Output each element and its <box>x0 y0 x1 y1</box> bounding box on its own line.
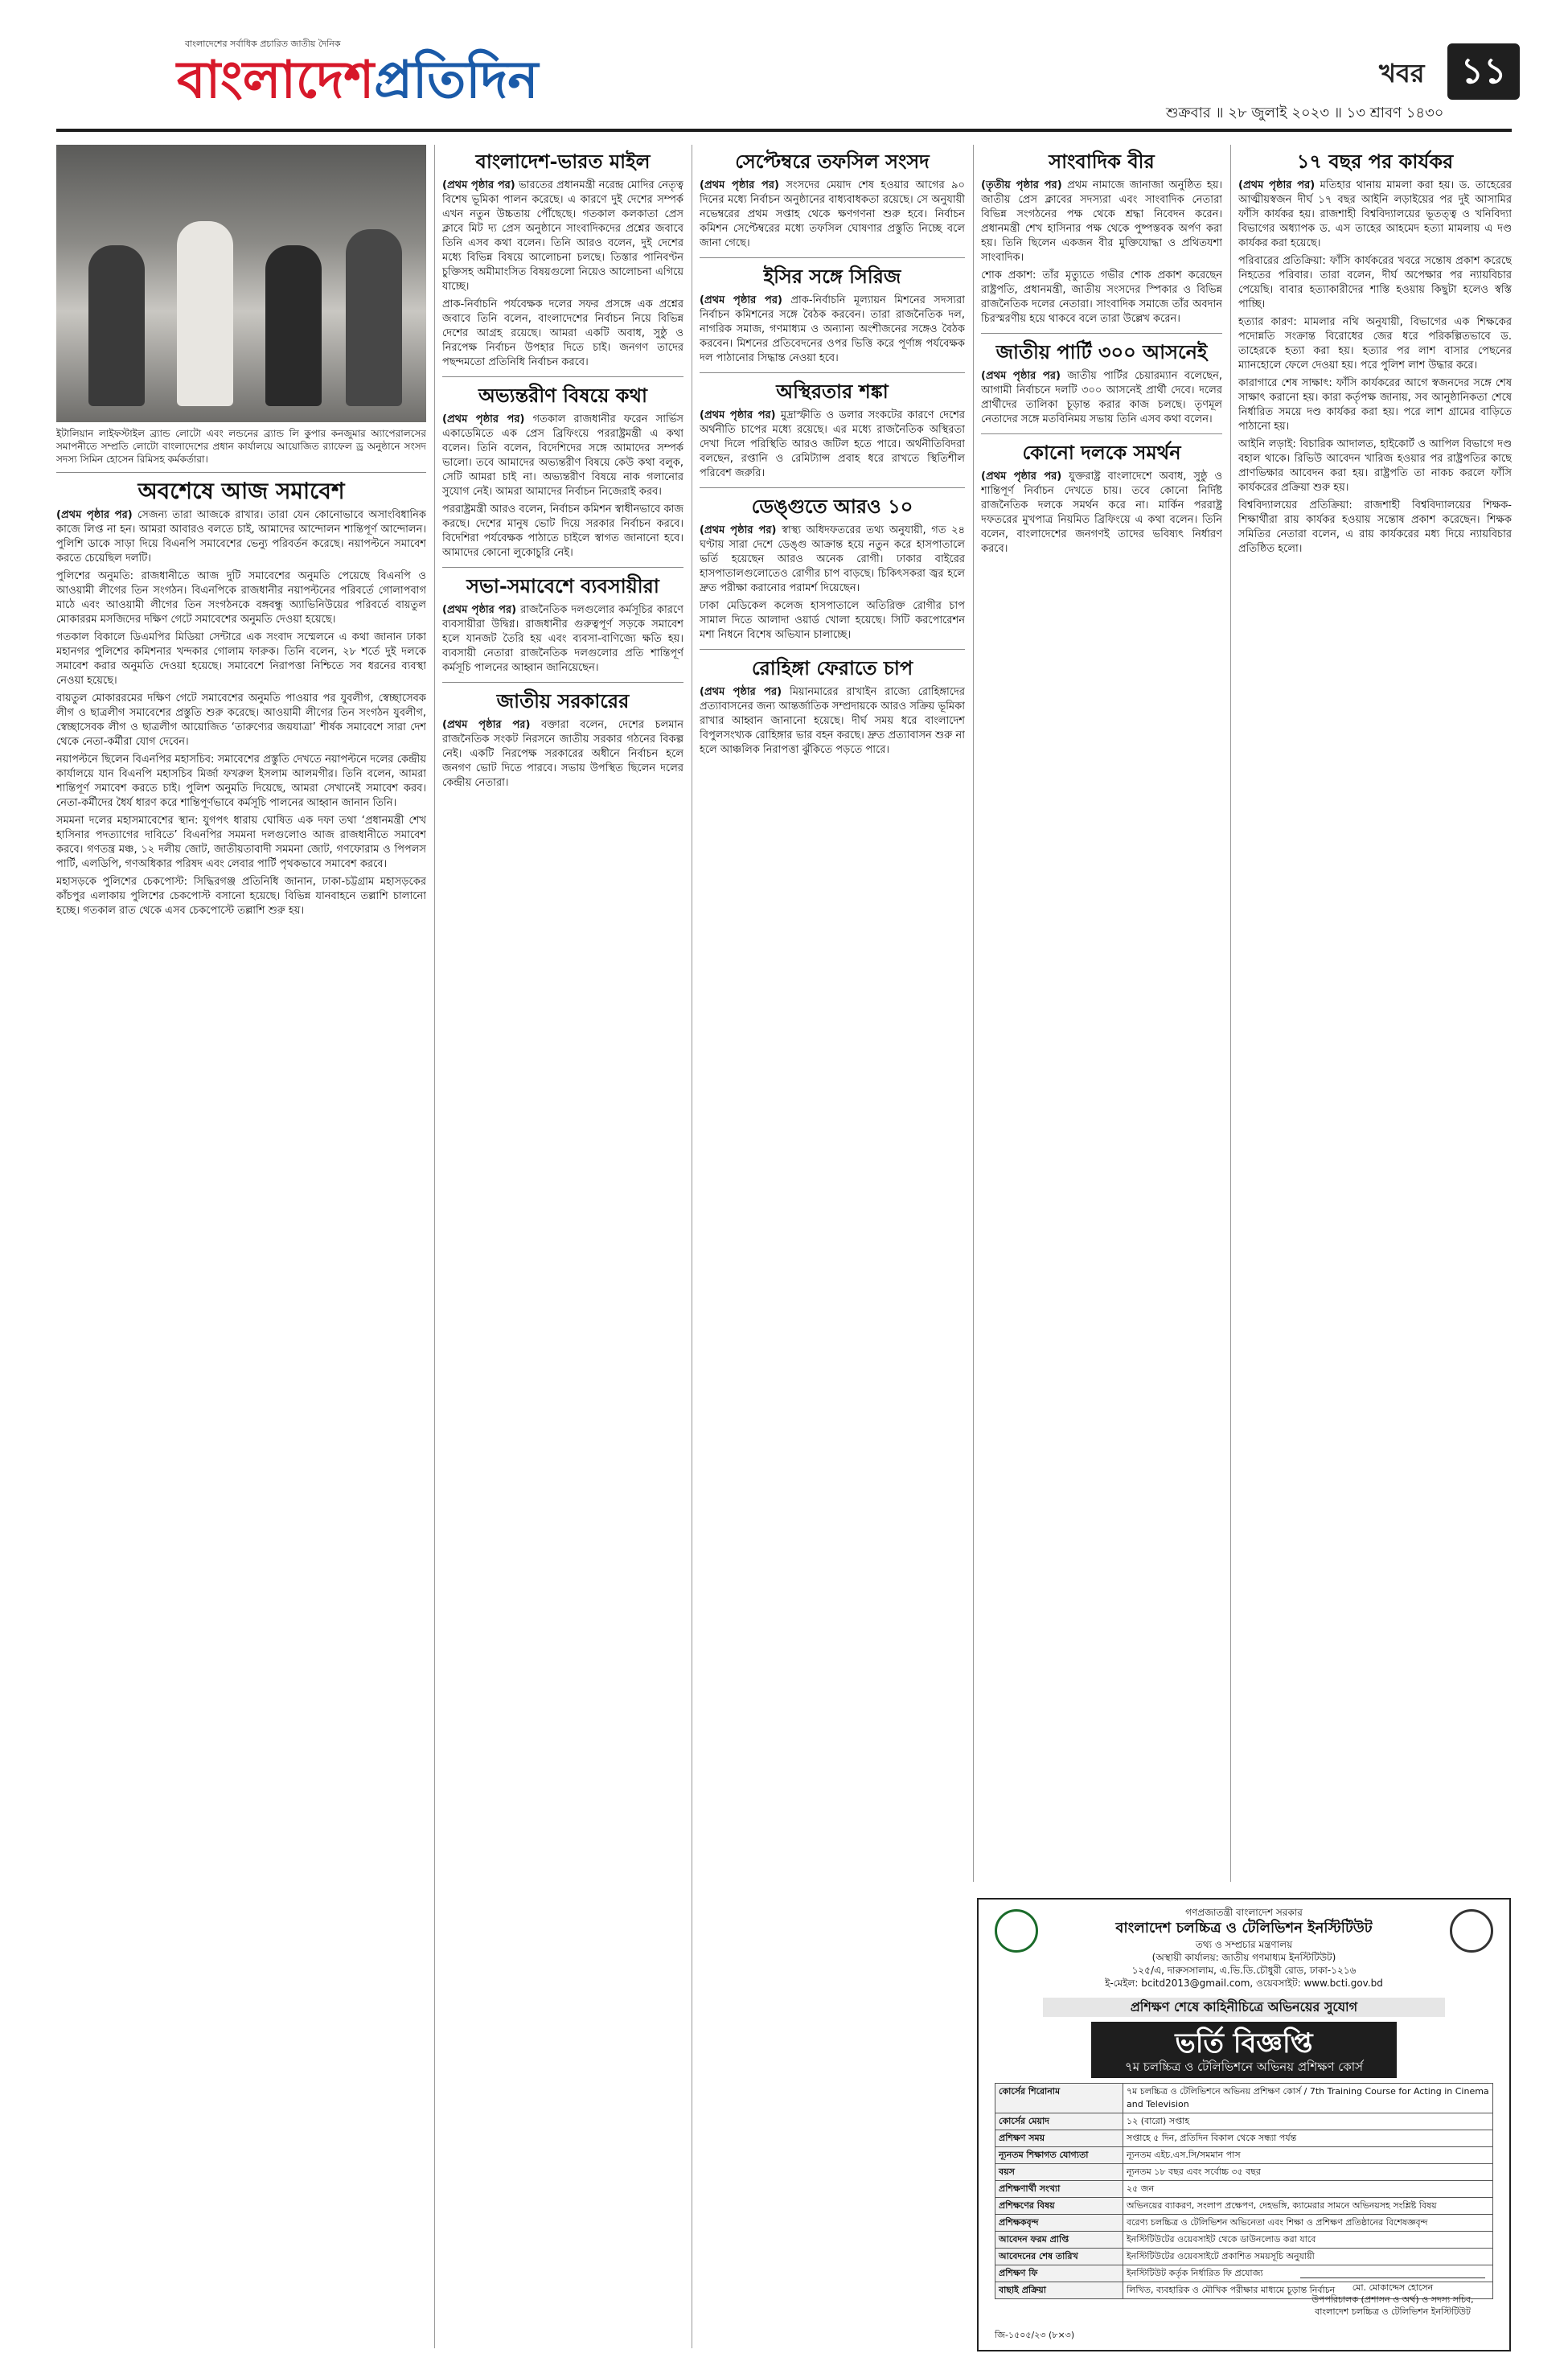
continuation-label: (প্রথম পৃষ্ঠার পর) <box>700 179 779 191</box>
ad-row-label: প্রশিক্ষণ ফি <box>995 2265 1123 2282</box>
photo-figure <box>265 245 322 406</box>
article-paragraph: মহাসড়কে পুলিশের চেকপোস্ট: সিদ্ধিরগঞ্জ প্রতিনিধি জানান, ঢাকা-চট্টগ্রাম মহাসড়কের কাঁচপুর এলাকায় পুলিশের চেকপোস্ট বসানো হয়েছে। বিভিন্ন যানবাহনে তল্লাশি চালানো হচ্ছে। গতকাল রাত থেকে এসব চেকপোস্টে তল্লাশি শুরু হয়। <box>56 876 426 917</box>
article-paragraph <box>700 409 965 481</box>
ad-row-value: ইনস্টিটিউটের ওয়েবসাইট থেকে ডাউনলোড করা যাবে <box>1123 2232 1493 2249</box>
continuation-label: (প্রথম পৃষ্ঠার পর) <box>442 413 525 425</box>
ad-address: ১২৫/এ, দারুসসালাম, এ.ভি.ডি.চৌধুরী রোড, ঢাকা-১২১৬ <box>1131 1965 1357 1976</box>
paragraph-text: সংসদের মেয়াদ শেষ হওয়ার আগের ৯০ দিনের মধ্যে নির্বাচন অনুষ্ঠানের বাধ্যবাধকতা রয়েছে। সে অনুযায়ী নভেম্বরের প্রথম সপ্তাহ থেকে ক্ষণগণনা শুরু হবে। নির্বাচন কমিশন সেপ্টেম্বরের মধ্যে তফসিল ঘোষণার প্রস্তুতি নিচ্ছে বলে জানা গেছে। <box>700 179 965 249</box>
paragraph-text: যুক্তরাষ্ট্র বাংলাদেশে অবাধ, সুষ্ঠু ও শান্তিপূর্ণ নির্বাচন দেখতে চায়। তবে কোনো নির্দিষ্ট রাজনৈতিক দলকে সমর্থন করে না। মার্কিন পররাষ্ট্র দফতরের মুখপাত্র নিয়মিত ব্রিফিংয়ে এ কথা বলেন। তিনি বলেন, বাংলাদেশের জনগণই তাদের ভবিষ্যৎ নির্ধারণ করবে। <box>981 470 1222 555</box>
column-4 <box>981 145 1222 1882</box>
ad-row-value: লিখিত, ব্যবহারিক ও মৌখিক পরীক্ষার মাধ্যমে চূড়ান্ত নির্বাচন <box>1123 2282 1493 2299</box>
paragraph-text: প্রাক-নির্বাচনি মূল্যায়ন মিশনের সদস্যরা নির্বাচন কমিশনের সঙ্গে বৈঠক করবেন। তারা রাজনৈতিক দল, নাগরিক সমাজ, গণমাধ্যম ও অন্যান্য অংশীজনের সঙ্গেও বৈঠক করবেন। মিশনের প্রতিবেদনের ওপর ভিত্তি করে পূর্ণাঙ্গ পর্যবেক্ষক দল পাঠানোর সিদ্ধান্ত নেওয়া হবে। <box>700 294 965 364</box>
divider <box>442 682 683 683</box>
paragraph-text: রাজনৈতিক দলগুলোর কর্মসূচির কারণে ব্যবসায়ীরা উদ্বিগ্ন। রাজধানীর গুরুত্বপূর্ণ সড়কে সমাবেশ হলে যানজট তৈরি হয় এবং ব্যবসা-বাণিজ্যে ক্ষতি হয়। ব্যবসায়ী নেতারা রাজনৈতিক দলগুলোর প্রতি শান্তিপূর্ণ কর্মসূচি পালনের আহ্বান জানিয়েছেন। <box>442 604 683 674</box>
paragraph-text: সেজন্য তারা আজকে রাখার। তারা যেন কোনোভাবে অসাংবিধানিক কাজে লিপ্ত না হন। আমরা আবারও বলতে চাই, আমাদের আন্দোলন শান্তিপূর্ণ আন্দোলন। পুলিশি ডাকে সাড়া দিয়ে বিএনপি সমাবেশের ভেন্যু পরিবর্তন করেছে। নয়াপল্টনে সমাবেশ করতে চেয়েছিল দলটি। <box>56 509 426 565</box>
ad-row-value: বরেণ্য চলচ্চিত্র ও টেলিভিশন অভিনেতা এবং শিক্ষা ও প্রশিক্ষণ প্রতিষ্ঠানের বিশেষজ্ঞবৃন্দ <box>1123 2215 1493 2232</box>
article-paragraph <box>981 470 1222 557</box>
article-paragraph: প্রাক-নির্বাচনি পর্যবেক্ষক দলের সফর প্রসঙ্গে এক প্রশ্নের জবাবে তিনি বলেন, বাংলাদেশের নির্বাচন নিয়ে বিভিন্ন দেশের আগ্রহ রয়েছে। আমরা একটি অবাধ, সুষ্ঠু ও নিরপেক্ষ নির্বাচন উপহার দিতে চাই। জনগণ তাদের পছন্দমতো প্রতিনিধি নির্বাচন করবে। <box>442 298 683 368</box>
article-headline[interactable]: জাতীয় পার্টি ৩০০ আসনেই <box>995 340 1208 363</box>
ad-banner <box>1091 2022 1397 2078</box>
article-headline[interactable]: ডেঙ্গুতে আরও ১০ <box>751 495 913 518</box>
divider <box>981 433 1222 434</box>
continuation-label: (প্রথম পৃষ্ঠার পর) <box>56 509 133 521</box>
ad-contact: ই-মেইল: bcitd2013@gmail.com, ওয়েবসাইট: www.bcti.gov.bd <box>1105 1978 1383 1989</box>
article-paragraph <box>700 179 965 251</box>
ad-row-label: প্রশিক্ষণ সময় <box>995 2130 1123 2147</box>
article-headline[interactable]: অস্থিরতার শঙ্কা <box>776 380 889 403</box>
divider <box>981 333 1222 334</box>
continuation-label: (প্রথম পৃষ্ঠার পর) <box>442 719 531 731</box>
ad-row-value: অভিনয়ের ব্যাকরণ, সংলাপ প্রক্ষেপণ, দেহভঙ্গি, ক্যামেরার সামনে অভিনয়সহ সংশ্লিষ্ট বিষয় <box>1123 2198 1493 2215</box>
article-paragraph: গতকাল বিকালে ডিএমপির মিডিয়া সেন্টারে এক সংবাদ সম্মেলনে এ কথা জানান ঢাকা মহানগর পুলিশের কমিশনার খন্দকার গোলাম ফারুক। তিনি বলেন, ২৮ শর্তে দুই দলকে সমাবেশ করার অনুমতি দেওয়া হয়েছে। সমাবেশে নিরাপত্তা নিশ্চিতে সব ধরনের ব্যবস্থা নেওয়া হয়েছে। <box>56 631 426 687</box>
article-headline[interactable]: অবশেষে আজ সমাবেশ <box>138 478 345 504</box>
ad-row-label: কোর্সের মেয়াদ <box>995 2113 1123 2130</box>
ad-row-label: আবেদনের শেষ তারিখ <box>995 2249 1123 2265</box>
paragraph-text: গতকাল রাজধানীর ফরেন সার্ভিস একাডেমিতে এক প্রেস ব্রিফিংয়ে পররাষ্ট্রমন্ত্রী এ কথা বলেন। তিনি বলেন, বিদেশিদের সঙ্গে আমাদের সম্পর্ক ভালো। তবে আমাদের অভ্যন্তরীণ বিষয়ে কেউ কথা বলুক, সেটি আমরা চাই না। অভ্যন্তরীণ বিষয়ে নাক গলানোর সুযোগ নেই। আমরা আমাদের নির্বাচন নিজেরাই করব। <box>442 413 683 498</box>
logo-part-1: বাংলাদেশ <box>177 50 375 110</box>
ad-row-label: প্রশিক্ষণার্থী সংখ্যা <box>995 2181 1123 2198</box>
column-rule <box>434 145 435 2348</box>
newspaper-logo[interactable] <box>177 48 538 113</box>
ad-row-value: ইনস্টিটিউটের ওয়েবসাইটে প্রকাশিত সময়সূচি অনুযায়ী <box>1123 2249 1493 2265</box>
article-paragraph: ঢাকা মেডিকেল কলেজ হাসপাতালে অতিরিক্ত রোগীর চাপ সামাল দিতে আলাদা ওয়ার্ড খোলা হয়েছে। সিটি করপোরেশন মশা নিধনে বিশেষ অভিযান চালাচ্ছে। <box>700 600 965 641</box>
continuation-label: (প্রথম পৃষ্ঠার পর) <box>700 294 782 306</box>
column-3 <box>700 145 965 2348</box>
masthead-rule <box>56 129 1512 132</box>
ad-row-label: প্রশিক্ষকবৃন্দ <box>995 2215 1123 2232</box>
photo-figure <box>88 245 145 406</box>
column-rule <box>1230 145 1231 1882</box>
paragraph-text: বক্তারা বলেন, দেশের চলমান রাজনৈতিক সংকট নিরসনে জাতীয় সরকার গঠনের বিকল্প নেই। একটি নিরপেক্ষ সরকারের অধীনে নির্বাচন হলে জনগণ ভোট দিতে পারবে। সভায় উপস্থিত ছিলেন দলের কেন্দ্রীয় নেতারা। <box>442 719 683 789</box>
article-headline[interactable]: সেপ্টেম্বরে তফসিল সংসদ <box>735 150 930 173</box>
article-paragraph: পররাষ্ট্রমন্ত্রী আরও বলেন, নির্বাচন কমিশন স্বাধীনভাবে কাজ করছে। দেশের মানুষ ভোট দিয়ে সরকার নির্বাচন করবে। বিদেশিরা পর্যবেক্ষক পাঠাতে চাইলে স্বাগত জানানো হবে। আমাদের কোনো লুকোচুরি নেই। <box>442 503 683 559</box>
ad-row-value: ন্যূনতম এইচ.এস.সি/সমমান পাস <box>1123 2147 1493 2164</box>
continuation-label: (প্রথম পৃষ্ঠার পর) <box>700 409 776 421</box>
ad-table-row <box>995 2198 1493 2215</box>
ad-table-row <box>995 2232 1493 2249</box>
divider <box>700 649 965 650</box>
paragraph-text: জাতীয় পার্টির চেয়ারম্যান বলেছেন, আগামী নির্বাচনে দলটি ৩০০ আসনেই প্রার্থী দেবে। দলের প্রার্থীদের তালিকা চূড়ান্ত করার কাজ চলছে। তৃণমূল নেতাদের সঙ্গে মতবিনিময় সভায় তিনি এসব কথা বলেন। <box>981 370 1222 425</box>
article-headline[interactable]: ১৭ বছর পর কার্যকর <box>1296 150 1454 173</box>
signatory-name: মো. মোকাদ্দেস হোসেন <box>1352 2282 1434 2293</box>
ad-highlight-strip: প্রশিক্ষণ শেষে কাহিনীচিত্রে অভিনয়ের সুযোগ <box>1043 1998 1445 2017</box>
masthead-tagline: বাংলাদেশের সর্বাধিক প্রচারিত জাতীয় দৈনিক <box>185 39 341 49</box>
ad-row-label: ন্যূনতম শিক্ষাগত যোগ্যতা <box>995 2147 1123 2164</box>
paragraph-text: স্বাস্থ্য অধিদফতরের তথ্য অনুযায়ী, গত ২৪ ঘণ্টায় সারা দেশে ডেঙ্গু আক্রান্ত হয়ে নতুন করে হাসপাতালে ভর্তি হয়েছেন আরও অনেক রোগী। ঢাকার বাইরের হাসপাতালগুলোতেও রোগীর চাপ বাড়ছে। চিকিৎসকরা জ্বর হলে দ্রুত পরীক্ষা করানোর পরামর্শ দিয়েছেন। <box>700 524 965 594</box>
ad-row-value: ৭ম চলচ্চিত্র ও টেলিভিশনে অভিনয় প্রশিক্ষণ কোর্স / 7th Training Course for Acting in Cinema and Television <box>1123 2084 1493 2113</box>
continuation-label: (প্রথম পৃষ্ঠার পর) <box>981 470 1062 483</box>
ad-table-row <box>995 2147 1493 2164</box>
ad-row-label: কোর্সের শিরোনাম <box>995 2084 1123 2113</box>
admission-advertisement <box>977 1898 1511 2351</box>
ad-row-value: ন্যূনতম ১৮ বছর এবং সর্বোচ্চ ৩৫ বছর <box>1123 2164 1493 2181</box>
paragraph-text: মতিহার থানায় মামলা করা হয়। ড. তাহেরের আত্মীয়স্বজন দীর্ঘ ১৭ বছর আইনি লড়াইয়ের পর দুই আসামির ফাঁসি কার্যকর হয়। রাজশাহী বিশ্ববিদ্যালয়ের ভূতত্ত্ব ও খনিবিদ্যা বিভাগের অধ্যাপক ড. এস তাহের আহমেদ হত্যা মামলায় এ দণ্ড কার্যকর করা হয়েছে। <box>1238 179 1512 249</box>
article-paragraph: বায়তুল মোকাররমের দক্ষিণ গেটে সমাবেশের অনুমতি পাওয়ার পর যুবলীগ, স্বেচ্ছাসেবক লীগ ও ছাত্রলীগ সমাবেশের প্রস্তুতি শুরু করেছে। আওয়ামী লীগের তিন সংগঠন যুবলীগ, স্বেচ্ছাসেবক লীগ ও ছাত্রলীগ আয়োজিত ‘তারুণ্যের জয়যাত্রা’ শীর্ষক সমাবেশে সারা দেশ থেকে নেতা-কর্মীরা যোগ দেবেন। <box>56 692 426 748</box>
article-headline[interactable]: বাংলাদেশ-ভারত মাইল <box>475 150 651 173</box>
divider <box>700 372 965 373</box>
divider <box>442 376 683 377</box>
ad-banner-subtitle: ৭ম চলচ্চিত্র ও টেলিভিশনে অভিনয় প্রশিক্ষণ কোর্স <box>1124 2060 1364 2074</box>
paragraph-text: মুদ্রাস্ফীতি ও ডলার সংকটের কারণে দেশের অর্থনীতি চাপের মধ্যে রয়েছে। এর মধ্যে রাজনৈতিক অস্থিরতা দেখা দিলে পরিস্থিতি আরও জটিল হতে পারে। অর্থনীতিবিদরা বলছেন, রপ্তানি ও রেমিট্যান্স প্রবাহ ধরে রাখতে স্থিতিশীল পরিবেশ জরুরি। <box>700 409 965 479</box>
column-5 <box>1238 145 1512 1882</box>
ad-row-label: আবেদন ফরম প্রাপ্তি <box>995 2232 1123 2249</box>
article-paragraph <box>700 685 965 758</box>
article-paragraph: শোক প্রকাশ: তাঁর মৃত্যুতে গভীর শোক প্রকাশ করেছেন রাষ্ট্রপতি, প্রধানমন্ত্রী, জাতীয় সংসদের স্পিকার ও বিভিন্ন রাজনৈতিক দলের নেতারা। সাংবাদিক সমাজে তাঁর অবদান চিরস্মরণীয় হয়ে থাকবে বলে তারা উল্লেখ করেন। <box>981 269 1222 325</box>
ad-row-label: বয়স <box>995 2164 1123 2181</box>
article-paragraph <box>700 524 965 596</box>
page-number-badge: ১১ <box>1447 43 1520 100</box>
divider <box>442 567 683 568</box>
ad-temp-office: (অস্থায়ী কার্যালয়: জাতীয় গণমাধ্যম ইনস্টিটিউট) <box>1151 1952 1336 1963</box>
article-paragraph <box>981 179 1222 265</box>
ad-table-row <box>995 2113 1493 2130</box>
continuation-label: (প্রথম পৃষ্ঠার পর) <box>442 604 517 616</box>
article-headline[interactable]: অভ্যন্তরীণ বিষয়ে কথা <box>478 384 647 407</box>
logo-part-2: প্রতিদিন <box>374 50 539 110</box>
section-label: খবর <box>1379 58 1425 88</box>
continuation-label: (প্রথম পৃষ্ঠার পর) <box>1238 179 1316 191</box>
article-paragraph: পরিবারের প্রতিক্রিয়া: ফাঁসি কার্যকরের খবরে সন্তোষ প্রকাশ করেছে নিহতের পরিবার। তারা বলেন, দীর্ঘ অপেক্ষার পর ন্যায়বিচার পেয়েছি। বাবার হত্যাকারীদের শাস্তি হওয়ায় কিছুটা হলেও স্বস্তি পাচ্ছি। <box>1238 255 1512 310</box>
article-paragraph: আইনি লড়াই: বিচারিক আদালত, হাইকোর্ট ও আপিল বিভাগে দণ্ড বহাল থাকে। রিভিউ আবেদন খারিজ হওয়ার পর রাষ্ট্রপতির কাছে প্রাণভিক্ষার আবেদন করা হয়। রাষ্ট্রপতি তা নাকচ করলে ফাঁসি কার্যকরের প্রক্রিয়া শুরু হয়। <box>1238 438 1512 494</box>
signatory-title: উপপরিচালক (প্রশাসন ও অর্থ) ও সদস্য সচিব, বাংলাদেশ চলচ্চিত্র ও টেলিভিশন ইনস্টিটিউট <box>1311 2294 1474 2317</box>
article-headline[interactable]: সভা-সমাবেশে ব্যবসায়ীরা <box>466 574 659 598</box>
article-headline[interactable]: জাতীয় সরকারের <box>496 689 630 713</box>
article-paragraph: বিশ্ববিদ্যালয়ের প্রতিক্রিয়া: রাজশাহী বিশ্ববিদ্যালয়ের শিক্ষক-শিক্ষার্থীরা রায় কার্যকর হওয়ায় সন্তোষ প্রকাশ করেছেন। শিক্ষক সমিতির নেতারা বলেন, এ রায় কার্যকরের মধ্য দিয়ে ন্যায়বিচার প্রতিষ্ঠিত হলো। <box>1238 499 1512 555</box>
article-paragraph: পুলিশের অনুমতি: রাজধানীতে আজ দুটি সমাবেশের অনুমতি পেয়েছে বিএনপি ও আওয়ামী লীগের তিন সংগঠন। বিএনপিকে রাজধানীর নয়াপল্টনের পরিবর্তে গোলাপবাগ মাঠে এবং আওয়ামী লীগের তিন সংগঠনকে বঙ্গবন্ধু অ্যাভিনিউয়ের পরিবর্তে বায়তুল মোকাররম মসজিদের দক্ষিণ গেটে সমাবেশের অনুমতি দেওয়া হয়েছে। <box>56 570 426 626</box>
ad-row-label: প্রশিক্ষণের বিষয় <box>995 2198 1123 2215</box>
continuation-label: (প্রথম পৃষ্ঠার পর) <box>700 524 777 536</box>
column-rule <box>973 145 974 1882</box>
divider <box>700 257 965 258</box>
ad-row-value: ১২ (বারো) সপ্তাহ <box>1123 2113 1493 2130</box>
ad-row-value: সপ্তাহে ৫ দিন, প্রতিদিন বিকাল থেকে সন্ধ্যা পর্যন্ত <box>1123 2130 1493 2147</box>
article-paragraph <box>981 369 1222 427</box>
article-headline[interactable]: রোহিঙ্গা ফেরাতে চাপ <box>751 656 913 680</box>
masthead <box>56 32 1512 129</box>
paragraph-text: প্রথম নামাজে জানাজা অনুষ্ঠিত হয়। জাতীয় প্রেস ক্লাবের সদস্যরা এবং সাংবাদিক নেতারা বিভিন্ন সংগঠনের পক্ষ থেকে শ্রদ্ধা নিবেদন করেন। প্রধানমন্ত্রী শেখ হাসিনার পক্ষ থেকে পুষ্পস্তবক অর্পণ করা হয়। তিনি ছিলেন একজন বীর মুক্তিযোদ্ধা ও প্রথিতযশা সাংবাদিক। <box>981 179 1222 264</box>
article-paragraph <box>700 294 965 366</box>
ad-header <box>979 1900 1509 1993</box>
ad-reference-code: জি-১৫০৫/২৩ (৮×৩) <box>995 2330 1075 2340</box>
column-2 <box>442 145 683 2348</box>
article-paragraph <box>442 179 683 294</box>
ad-table-row <box>995 2164 1493 2181</box>
article-headline[interactable]: সাংবাদিক বীর <box>1049 150 1155 173</box>
ad-table-row <box>995 2084 1493 2113</box>
photo-figure <box>177 221 233 406</box>
continuation-label: (তৃতীয় পৃষ্ঠার পর) <box>981 179 1062 191</box>
paragraph-text: মিয়ানমারের রাখাইন রাজ্যে রোহিঙ্গাদের প্রত্যাবাসনের জন্য আন্তর্জাতিক সম্প্রদায়কে আরও সক্রিয় ভূমিকা রাখার আহ্বান জানানো হয়েছে। দীর্ঘ সময় ধরে বাংলাদেশ বিপুলসংখ্যক রোহিঙ্গার ভার বহন করছে। দ্রুত প্রত্যাবাসন শুরু না হলে আঞ্চলিক নিরাপত্তা ঝুঁকিতে পড়তে পারে। <box>700 686 965 756</box>
government-emblem-icon <box>995 1909 1038 1953</box>
article-paragraph: হত্যার কারণ: মামলার নথি অনুযায়ী, বিভাগের এক শিক্ষকের পদোন্নতি সংক্রান্ত বিরোধের জের ধরে পরিকল্পিতভাবে ড. তাহেরকে হত্যা করা হয়। হত্যার পর লাশ বাসার পেছনের ম্যানহোলে ফেলে দেওয়া হয়। পরে পুলিশ লাশ উদ্ধার করে। <box>1238 316 1512 372</box>
column-1 <box>56 145 426 2348</box>
article-paragraph: নয়াপল্টনে ছিলেন বিএনপির মহাসচিব: সমাবেশের প্রস্তুতি দেখতে নয়াপল্টনে দলের কেন্দ্রীয় কার্যালয়ে যান বিএনপি মহাসচিব মির্জা ফখরুল ইসলাম আলমগীর। তিনি বলেন, আমরা শান্তিপূর্ণ সমাবেশ করতে চাই। পুলিশ অনুমতি দিয়েছে, আমরা সেখানেই সমাবেশ করব। নেতা-কর্মীদের ধৈর্য ধারণ করে শান্তিপূর্ণভাবে কর্মসূচি পালনের আহ্বান জানান তিনি। <box>56 754 426 809</box>
photo-caption: ইটালিয়ান লাইফস্টাইল ব্র্যান্ড লোটো এবং লন্ডনের ব্র্যান্ড লি কুপার কনজুমার অ্যাপেরালসের সমাপনীতে সম্প্রতি লোটো বাংলাদেশের প্রধান কার্যালয়ে আয়োজিত র‌্যাফেল ড্র অনুষ্ঠানে সংসদ সদস্য সিমিন হোসেন রিমিসহ কর্মকর্তারা। <box>56 428 426 465</box>
ad-org-line: গণপ্রজাতন্ত্রী বাংলাদেশ সরকার <box>1185 1907 1303 1918</box>
divider <box>700 487 965 488</box>
ad-table-row <box>995 2181 1493 2198</box>
continuation-label: (প্রথম পৃষ্ঠার পর) <box>981 370 1061 382</box>
article-paragraph <box>442 718 683 791</box>
continuation-label: (প্রথম পৃষ্ঠার পর) <box>442 179 515 191</box>
article-paragraph <box>1238 179 1512 251</box>
paragraph-text: ভারতের প্রধানমন্ত্রী নরেন্দ্র মোদির নেতৃত্ব বিশেষ ভূমিকা পালন করেছে। এ কারণে দুই দেশের সম্পর্ক এখন নতুন উচ্চতায় পৌঁছেছে। গতকাল কলকাতা প্রেস ক্লাবে মিট দ্য প্রেস অনুষ্ঠানে সাংবাদিকদের প্রশ্নের জবাবে তিনি এসব কথা বলেন। তিনি আরও বলেন, দুই দেশের মধ্যে বিভিন্ন বিষয়ে আলোচনা চলছে। তিস্তার পানিবণ্টন চুক্তিসহ অমীমাংসিত বিষয়গুলো নিয়েও আলোচনা এগিয়ে যাচ্ছে। <box>442 179 683 293</box>
article-paragraph: সমমনা দলের মহাসমাবেশের স্থান: যুগপৎ ধারায় ঘোষিত এক দফা তথা ‘প্রধানমন্ত্রী শেখ হাসিনার পদত্যাগের দাবিতে’ বিএনপির সমমনা দলগুলোও আজ রাজধানীতে সমাবেশ করবে। গণতন্ত্র মঞ্চ, ১২ দলীয় জোট, জাতীয়তাবাদী সমমনা জোট, গণফোরাম ও পিপলস পার্টি, এলডিপি, গণঅধিকার পরিষদ এবং লেবার পার্টি পৃথকভাবে সমাবেশ করবে। <box>56 815 426 870</box>
divider <box>56 472 426 473</box>
article-paragraph <box>442 603 683 676</box>
issue-date: শুক্রবার ॥ ২৮ জুলাই ২০২৩ ॥ ১৩ শ্রাবণ ১৪৩০ <box>1166 105 1444 121</box>
ad-row-value: ২৫ জন <box>1123 2181 1493 2198</box>
photo-figure <box>346 229 402 406</box>
ad-banner-title: ভর্তি বিজ্ঞপ্তি <box>1175 2027 1313 2060</box>
article-headline[interactable]: ইসির সঙ্গে সিরিজ <box>763 265 901 288</box>
ad-institute-name: বাংলাদেশ চলচ্চিত্র ও টেলিভিশন ইনস্টিটিউট <box>1115 1920 1373 1937</box>
article-paragraph <box>442 413 683 499</box>
ad-row-label: বাছাই প্রক্রিয়া <box>995 2282 1123 2299</box>
ad-signature-block <box>1300 2250 1485 2318</box>
ad-ministry: তথ্য ও সম্প্রচার মন্ত্রণালয় <box>1195 1939 1293 1950</box>
handwritten-signature <box>1300 2250 1485 2278</box>
ad-row-value: ইনস্টিটিউট কর্তৃক নির্ধারিত ফি প্রযোজ্য <box>1123 2265 1493 2282</box>
news-photo <box>56 145 426 422</box>
article-paragraph: কারাগারে শেষ সাক্ষাৎ: ফাঁসি কার্যকরের আগে স্বজনদের সঙ্গে শেষ সাক্ষাৎ করানো হয়। কারা কর্তৃপক্ষ জানায়, সব আনুষ্ঠানিকতা শেষে নির্ধারিত সময়ে দণ্ড কার্যকর করা হয়। পরে লাশ গ্রামের বাড়িতে পাঠানো হয়। <box>1238 377 1512 433</box>
continuation-label: (প্রথম পৃষ্ঠার পর) <box>700 686 782 698</box>
article-headline[interactable]: কোনো দলকে সমর্থন <box>1022 441 1181 464</box>
ad-table-row <box>995 2130 1493 2147</box>
ad-table-row <box>995 2215 1493 2232</box>
article-paragraph <box>56 508 426 566</box>
institute-logo-icon <box>1450 1909 1493 1953</box>
